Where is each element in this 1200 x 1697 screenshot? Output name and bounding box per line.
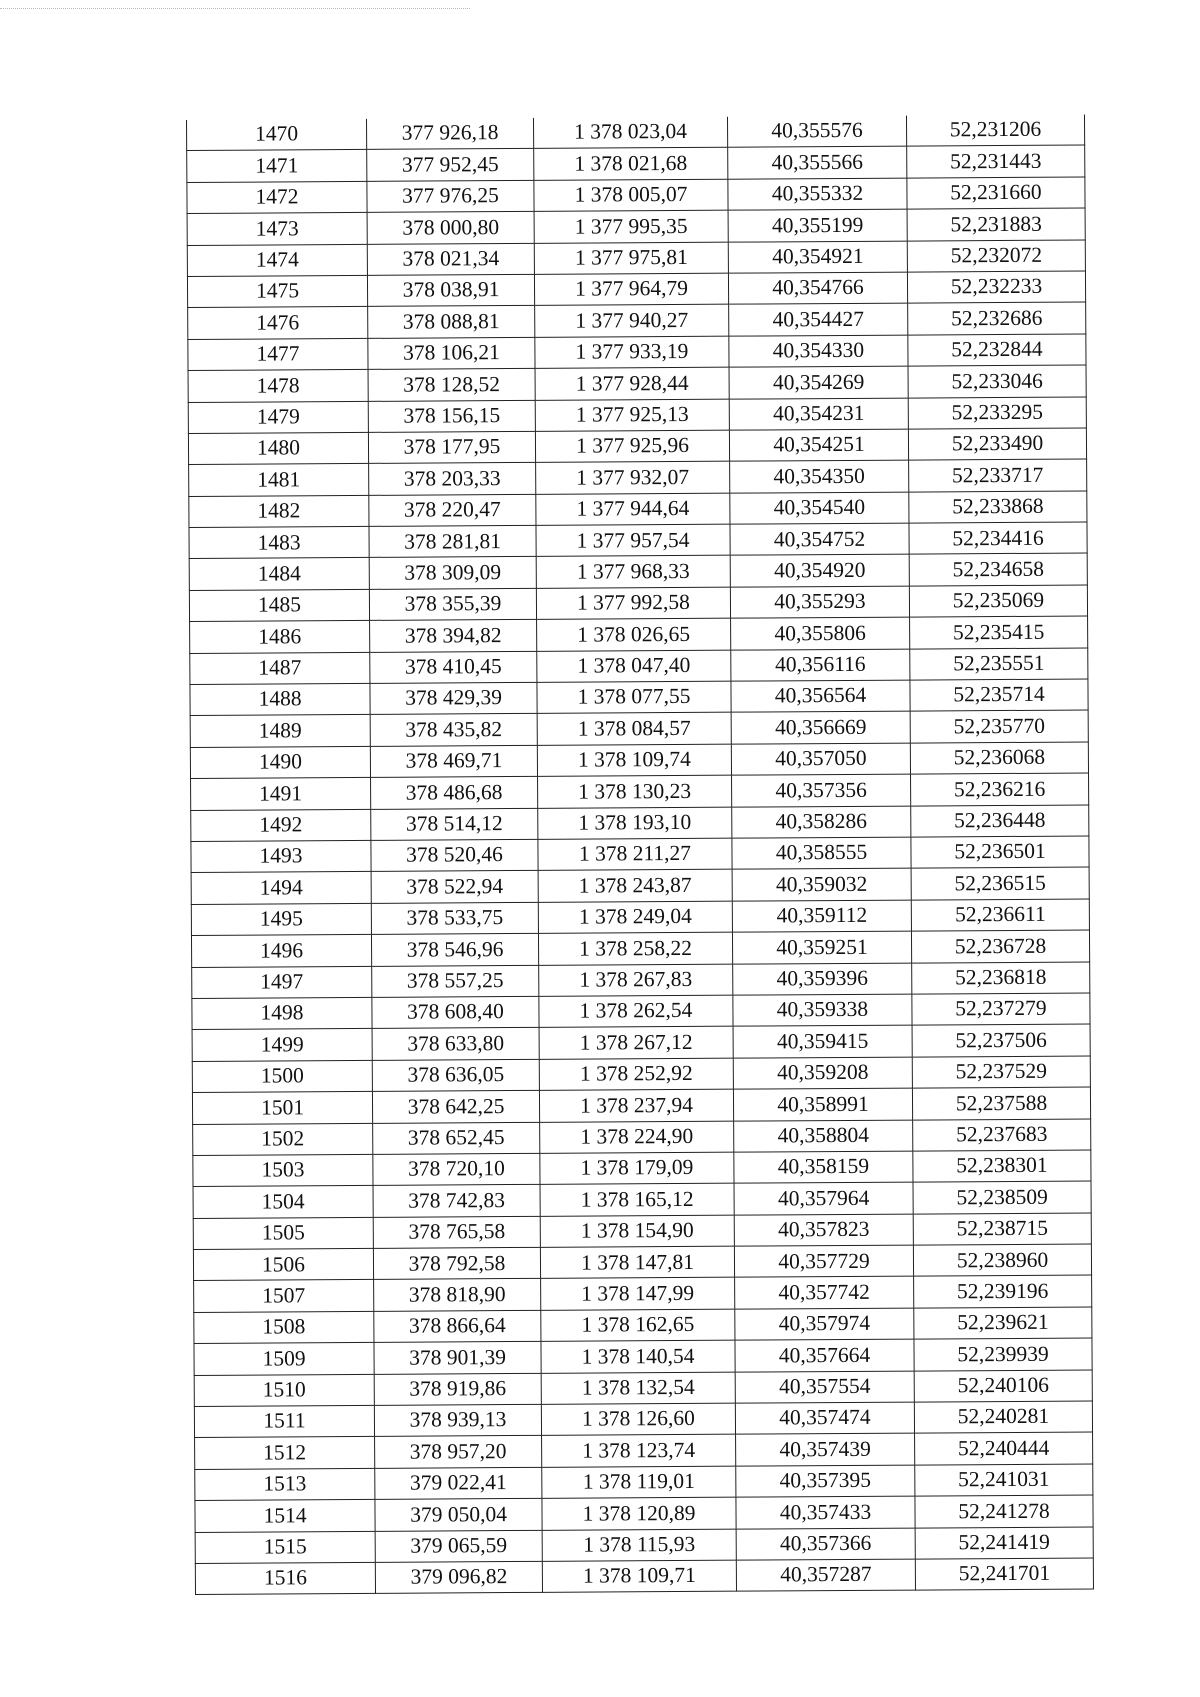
point-number-cell: 1501	[192, 1091, 372, 1123]
y-coordinate-cell: 1 377 964,79	[534, 273, 728, 306]
x-coordinate-cell: 379 065,59	[375, 1530, 542, 1562]
x-coordinate-cell: 378 435,82	[370, 714, 537, 746]
latitude-cell: 40,355332	[728, 178, 907, 210]
point-number-cell: 1472	[187, 181, 367, 213]
longitude-cell: 52,238715	[913, 1213, 1091, 1245]
x-coordinate-cell: 378 220,47	[369, 494, 536, 526]
longitude-cell: 52,235714	[910, 679, 1088, 711]
y-coordinate-cell: 1 377 932,07	[536, 461, 730, 494]
longitude-cell: 52,236448	[911, 805, 1089, 837]
latitude-cell: 40,358286	[732, 806, 911, 838]
longitude-cell: 52,240106	[914, 1370, 1092, 1402]
longitude-cell: 52,231206	[906, 115, 1084, 147]
point-number-cell: 1481	[189, 464, 369, 496]
longitude-cell: 52,235069	[909, 585, 1087, 617]
latitude-cell: 40,357974	[735, 1308, 914, 1340]
latitude-cell: 40,355576	[727, 116, 906, 148]
latitude-cell: 40,354251	[729, 429, 908, 461]
x-coordinate-cell: 378 520,46	[371, 839, 538, 871]
y-coordinate-cell: 1 377 925,13	[535, 399, 729, 432]
latitude-cell: 40,354920	[730, 555, 909, 587]
point-number-cell: 1500	[192, 1060, 372, 1092]
point-number-cell: 1482	[189, 495, 369, 527]
latitude-cell: 40,356564	[731, 680, 910, 712]
longitude-cell: 52,234658	[909, 553, 1087, 585]
y-coordinate-cell: 1 378 243,87	[538, 870, 732, 903]
latitude-cell: 40,359208	[733, 1057, 912, 1089]
y-coordinate-cell: 1 378 021,68	[534, 148, 728, 181]
latitude-cell: 40,354766	[728, 272, 907, 304]
point-number-cell: 1474	[187, 244, 367, 276]
point-number-cell: 1494	[191, 872, 371, 904]
longitude-cell: 52,235415	[910, 616, 1088, 648]
x-coordinate-cell: 378 281,81	[369, 525, 536, 557]
scan-edge-artifact	[0, 8, 470, 9]
y-coordinate-cell: 1 377 925,96	[535, 430, 729, 463]
point-number-cell: 1499	[192, 1029, 372, 1061]
longitude-cell: 52,234416	[909, 522, 1087, 554]
latitude-cell: 40,357964	[734, 1182, 913, 1214]
y-coordinate-cell: 1 378 154,90	[540, 1215, 734, 1248]
x-coordinate-cell: 378 410,45	[370, 651, 537, 683]
x-coordinate-cell: 378 792,58	[373, 1247, 540, 1279]
x-coordinate-cell: 378 546,96	[371, 934, 538, 966]
y-coordinate-cell: 1 378 224,90	[540, 1121, 734, 1154]
point-number-cell: 1490	[190, 746, 370, 778]
point-number-cell: 1492	[191, 809, 371, 841]
point-number-cell: 1483	[189, 526, 369, 558]
y-coordinate-cell: 1 378 147,81	[540, 1246, 734, 1279]
longitude-cell: 52,239196	[914, 1275, 1092, 1307]
latitude-cell: 40,358159	[734, 1151, 913, 1183]
y-coordinate-cell: 1 378 109,74	[537, 744, 731, 777]
x-coordinate-cell: 378 557,25	[372, 965, 539, 997]
y-coordinate-cell: 1 378 252,92	[539, 1058, 733, 1091]
x-coordinate-cell: 378 156,15	[368, 400, 535, 432]
longitude-cell: 52,237588	[912, 1087, 1090, 1119]
x-coordinate-cell: 378 608,40	[372, 996, 539, 1028]
y-coordinate-cell: 1 378 140,54	[541, 1340, 735, 1373]
point-number-cell: 1484	[189, 558, 369, 590]
latitude-cell: 40,354269	[729, 366, 908, 398]
longitude-cell: 52,231443	[907, 145, 1085, 177]
latitude-cell: 40,359251	[732, 931, 911, 963]
y-coordinate-cell: 1 378 026,65	[537, 618, 731, 651]
x-coordinate-cell: 377 976,25	[367, 180, 534, 212]
longitude-cell: 52,237279	[912, 993, 1090, 1025]
longitude-cell: 52,235551	[910, 648, 1088, 680]
y-coordinate-cell: 1 377 992,58	[536, 587, 730, 620]
point-number-cell: 1506	[193, 1248, 373, 1280]
latitude-cell: 40,357433	[736, 1496, 915, 1528]
x-coordinate-cell: 378 429,39	[370, 682, 537, 714]
longitude-cell: 52,240444	[915, 1432, 1093, 1464]
longitude-cell: 52,233868	[909, 491, 1087, 523]
point-number-cell: 1513	[195, 1468, 375, 1500]
x-coordinate-cell: 378 355,39	[369, 588, 536, 620]
latitude-cell: 40,357664	[735, 1339, 914, 1371]
longitude-cell: 52,232686	[908, 302, 1086, 334]
point-number-cell: 1470	[186, 119, 366, 151]
latitude-cell: 40,355806	[731, 617, 910, 649]
latitude-cell: 40,357356	[732, 774, 911, 806]
x-coordinate-cell: 378 128,52	[368, 368, 535, 400]
longitude-cell: 52,231660	[907, 177, 1085, 209]
latitude-cell: 40,358555	[732, 837, 911, 869]
point-number-cell: 1498	[192, 997, 372, 1029]
y-coordinate-cell: 1 378 023,04	[533, 117, 727, 149]
x-coordinate-cell: 378 939,13	[374, 1404, 541, 1436]
point-number-cell: 1502	[193, 1123, 373, 1155]
x-coordinate-cell: 378 486,68	[371, 777, 538, 809]
y-coordinate-cell: 1 378 119,01	[542, 1466, 736, 1499]
latitude-cell: 40,357474	[735, 1402, 914, 1434]
x-coordinate-cell: 378 720,10	[373, 1153, 540, 1185]
table-row	[195, 1558, 1093, 1595]
point-number-cell: 1505	[193, 1217, 373, 1249]
point-number-cell: 1493	[191, 840, 371, 872]
longitude-cell: 52,232072	[907, 240, 1085, 272]
point-number-cell: 1504	[193, 1186, 373, 1218]
longitude-cell: 52,233490	[908, 428, 1086, 460]
y-coordinate-cell: 1 377 957,54	[536, 524, 730, 557]
point-number-cell: 1515	[195, 1531, 375, 1563]
longitude-cell: 52,237683	[913, 1118, 1091, 1150]
longitude-cell: 52,232844	[908, 334, 1086, 366]
y-coordinate-cell: 1 378 267,83	[539, 964, 733, 997]
point-number-cell: 1511	[194, 1405, 374, 1437]
latitude-cell: 40,355293	[730, 586, 909, 618]
longitude-cell: 52,238960	[913, 1244, 1091, 1276]
latitude-cell: 40,358804	[734, 1120, 913, 1152]
y-coordinate-cell: 1 378 077,55	[537, 681, 731, 714]
y-coordinate-cell: 1 378 130,23	[538, 775, 732, 808]
point-number-cell: 1479	[188, 401, 368, 433]
point-number-cell: 1486	[190, 621, 370, 653]
latitude-cell: 40,354330	[729, 335, 908, 367]
point-number-cell: 1514	[195, 1500, 375, 1532]
longitude-cell: 52,233046	[908, 365, 1086, 397]
point-number-cell: 1471	[187, 150, 367, 182]
y-coordinate-cell: 1 377 995,35	[534, 210, 728, 243]
latitude-cell: 40,357742	[735, 1277, 914, 1309]
y-coordinate-cell: 1 378 126,60	[541, 1403, 735, 1436]
y-coordinate-cell: 1 378 147,99	[541, 1278, 735, 1311]
coordinates-table-body	[186, 115, 1093, 1595]
y-coordinate-cell: 1 378 115,93	[542, 1529, 736, 1562]
latitude-cell: 40,357366	[736, 1528, 915, 1560]
latitude-cell: 40,354350	[730, 460, 909, 492]
latitude-cell: 40,354231	[729, 398, 908, 430]
latitude-cell: 40,357729	[734, 1245, 913, 1277]
point-number-cell: 1480	[188, 432, 368, 464]
x-coordinate-cell: 378 394,82	[370, 620, 537, 652]
x-coordinate-cell: 378 633,80	[372, 1028, 539, 1060]
point-number-cell: 1510	[194, 1374, 374, 1406]
longitude-cell: 52,236611	[911, 899, 1089, 931]
x-coordinate-cell: 378 177,95	[368, 431, 535, 463]
longitude-cell: 52,233295	[908, 397, 1086, 429]
latitude-cell: 40,358991	[733, 1088, 912, 1120]
latitude-cell: 40,359338	[733, 994, 912, 1026]
latitude-cell: 40,359112	[732, 900, 911, 932]
longitude-cell: 52,238509	[913, 1181, 1091, 1213]
longitude-cell: 52,239621	[914, 1307, 1092, 1339]
longitude-cell: 52,231883	[907, 208, 1085, 240]
longitude-cell: 52,236728	[911, 930, 1089, 962]
longitude-cell: 52,241419	[915, 1527, 1093, 1559]
longitude-cell: 52,235770	[910, 710, 1088, 742]
point-number-cell: 1496	[191, 935, 371, 967]
latitude-cell: 40,359032	[732, 868, 911, 900]
point-number-cell: 1503	[193, 1154, 373, 1186]
y-coordinate-cell: 1 377 968,33	[536, 556, 730, 589]
y-coordinate-cell: 1 378 047,40	[537, 650, 731, 683]
longitude-cell: 52,239939	[914, 1338, 1092, 1370]
longitude-cell: 52,237529	[912, 1056, 1090, 1088]
point-number-cell: 1477	[188, 338, 368, 370]
x-coordinate-cell: 377 926,18	[366, 118, 533, 150]
latitude-cell: 40,356669	[731, 712, 910, 744]
x-coordinate-cell: 378 106,21	[368, 337, 535, 369]
point-number-cell: 1489	[190, 715, 370, 747]
point-number-cell: 1485	[189, 589, 369, 621]
latitude-cell: 40,359415	[733, 1025, 912, 1057]
latitude-cell: 40,354921	[728, 241, 907, 273]
x-coordinate-cell: 377 952,45	[367, 149, 534, 181]
longitude-cell: 52,237506	[912, 1024, 1090, 1056]
longitude-cell: 52,241278	[915, 1495, 1093, 1527]
point-number-cell: 1488	[190, 683, 370, 715]
latitude-cell: 40,357439	[736, 1433, 915, 1465]
longitude-cell: 52,241701	[915, 1558, 1093, 1590]
longitude-cell: 52,241031	[915, 1464, 1093, 1496]
point-number-cell: 1508	[194, 1311, 374, 1343]
latitude-cell: 40,357287	[736, 1559, 915, 1591]
y-coordinate-cell: 1 378 179,09	[540, 1152, 734, 1185]
longitude-cell: 52,232233	[907, 271, 1085, 303]
x-coordinate-cell: 378 533,75	[371, 902, 538, 934]
x-coordinate-cell: 378 514,12	[371, 808, 538, 840]
point-number-cell: 1478	[188, 370, 368, 402]
y-coordinate-cell: 1 378 165,12	[540, 1183, 734, 1216]
x-coordinate-cell: 379 096,82	[375, 1561, 542, 1593]
latitude-cell: 40,357554	[735, 1371, 914, 1403]
longitude-cell: 52,236515	[911, 867, 1089, 899]
y-coordinate-cell: 1 378 267,12	[539, 1027, 733, 1060]
point-number-cell: 1495	[191, 903, 371, 935]
longitude-cell: 52,236068	[910, 742, 1088, 774]
point-number-cell: 1473	[187, 213, 367, 245]
longitude-cell: 52,238301	[913, 1150, 1091, 1182]
latitude-cell: 40,359396	[733, 963, 912, 995]
latitude-cell: 40,357823	[734, 1214, 913, 1246]
longitude-cell: 52,233717	[909, 459, 1087, 491]
x-coordinate-cell: 378 742,83	[373, 1185, 540, 1217]
point-number-cell: 1512	[195, 1437, 375, 1469]
y-coordinate-cell: 1 378 123,74	[542, 1435, 736, 1468]
latitude-cell: 40,357395	[736, 1465, 915, 1497]
x-coordinate-cell: 378 522,94	[371, 871, 538, 903]
y-coordinate-cell: 1 377 944,64	[536, 493, 730, 526]
x-coordinate-cell: 378 469,71	[370, 745, 537, 777]
point-number-cell: 1507	[194, 1280, 374, 1312]
x-coordinate-cell: 378 901,39	[374, 1342, 541, 1374]
y-coordinate-cell: 1 377 940,27	[535, 305, 729, 338]
x-coordinate-cell: 379 022,41	[375, 1467, 542, 1499]
longitude-cell: 52,236501	[911, 836, 1089, 868]
x-coordinate-cell: 379 050,04	[375, 1499, 542, 1531]
latitude-cell: 40,357050	[731, 743, 910, 775]
x-coordinate-cell: 378 642,25	[372, 1090, 539, 1122]
x-coordinate-cell: 378 866,64	[374, 1310, 541, 1342]
x-coordinate-cell: 378 919,86	[374, 1373, 541, 1405]
longitude-cell: 52,236216	[911, 773, 1089, 805]
x-coordinate-cell: 378 636,05	[372, 1059, 539, 1091]
longitude-cell: 52,236818	[912, 962, 1090, 994]
point-number-cell: 1509	[194, 1343, 374, 1375]
point-number-cell: 1491	[191, 778, 371, 810]
longitude-cell: 52,240281	[914, 1401, 1092, 1433]
latitude-cell: 40,356116	[731, 649, 910, 681]
x-coordinate-cell: 378 309,09	[369, 557, 536, 589]
y-coordinate-cell: 1 378 120,89	[542, 1497, 736, 1530]
y-coordinate-cell: 1 378 193,10	[538, 807, 732, 840]
latitude-cell: 40,354427	[729, 303, 908, 335]
y-coordinate-cell: 1 378 005,07	[534, 179, 728, 212]
point-number-cell: 1487	[190, 652, 370, 684]
y-coordinate-cell: 1 377 928,44	[535, 367, 729, 400]
x-coordinate-cell: 378 000,80	[367, 212, 534, 244]
y-coordinate-cell: 1 378 262,54	[539, 995, 733, 1028]
point-number-cell: 1516	[195, 1562, 375, 1594]
y-coordinate-cell: 1 378 237,94	[539, 1089, 733, 1122]
x-coordinate-cell: 378 818,90	[374, 1279, 541, 1311]
x-coordinate-cell: 378 021,34	[367, 243, 534, 275]
x-coordinate-cell: 378 038,91	[367, 274, 534, 306]
y-coordinate-cell: 1 378 084,57	[537, 713, 731, 746]
x-coordinate-cell: 378 203,33	[369, 463, 536, 495]
y-coordinate-cell: 1 377 933,19	[535, 336, 729, 369]
x-coordinate-cell: 378 088,81	[368, 306, 535, 338]
y-coordinate-cell: 1 378 109,71	[542, 1560, 736, 1593]
coordinates-table	[186, 115, 1094, 1596]
y-coordinate-cell: 1 378 211,27	[538, 838, 732, 871]
y-coordinate-cell: 1 378 132,54	[541, 1372, 735, 1405]
latitude-cell: 40,354752	[730, 523, 909, 555]
y-coordinate-cell: 1 377 975,81	[534, 242, 728, 275]
y-coordinate-cell: 1 378 162,65	[541, 1309, 735, 1342]
y-coordinate-cell: 1 378 249,04	[538, 901, 732, 934]
point-number-cell: 1475	[187, 275, 367, 307]
latitude-cell: 40,355199	[728, 209, 907, 241]
x-coordinate-cell: 378 765,58	[373, 1216, 540, 1248]
x-coordinate-cell: 378 957,20	[375, 1436, 542, 1468]
latitude-cell: 40,354540	[730, 492, 909, 524]
latitude-cell: 40,355566	[728, 146, 907, 178]
point-number-cell: 1497	[192, 966, 372, 998]
y-coordinate-cell: 1 378 258,22	[538, 932, 732, 965]
x-coordinate-cell: 378 652,45	[373, 1122, 540, 1154]
point-number-cell: 1476	[188, 307, 368, 339]
